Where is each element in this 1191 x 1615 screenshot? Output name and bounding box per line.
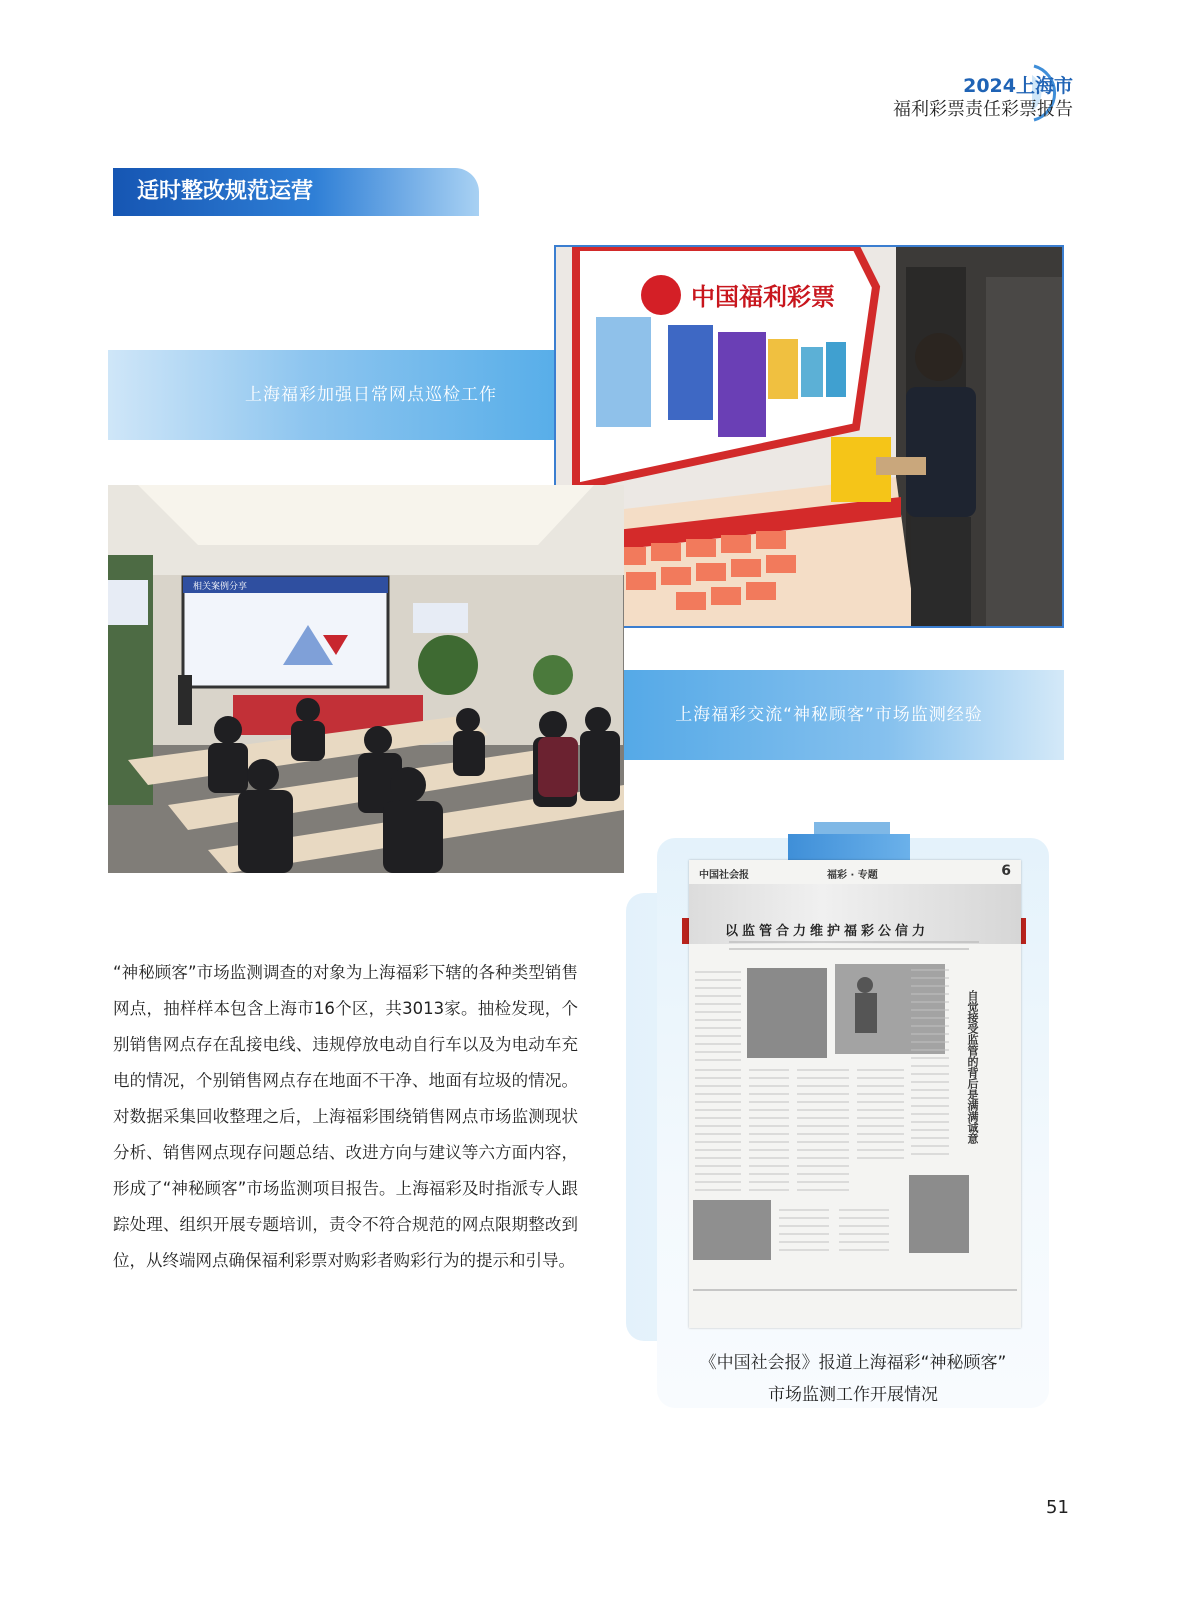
newspaper-caption-line1: 《中国社会报》报道上海福彩“神秘顾客” bbox=[699, 1353, 1007, 1373]
store-sign-text: 中国福利彩票 bbox=[691, 284, 835, 311]
report-year-city: 2024上海市 bbox=[963, 75, 1073, 97]
photo-meeting bbox=[108, 485, 624, 873]
section-title: 适时整改规范运营 bbox=[113, 168, 479, 216]
newspaper-caption-line2: 市场监测工作开展情况 bbox=[768, 1385, 938, 1405]
slide-title: 相关案例分享 bbox=[193, 581, 248, 591]
newspaper-clipping bbox=[689, 860, 1021, 1328]
newspaper-page-number: 6 bbox=[1001, 863, 1011, 879]
newspaper-side-headline: 自觉接受监管的背后是满满诚意 bbox=[966, 990, 979, 1144]
page-number: 51 bbox=[1046, 1497, 1069, 1518]
newspaper-masthead: 中国社会报 bbox=[699, 870, 749, 881]
photo-store-inspection bbox=[554, 245, 1064, 628]
report-header bbox=[893, 74, 1073, 122]
caption-mystery-shopper: 上海福彩交流“神秘顾客”市场监测经验 bbox=[624, 670, 1064, 760]
caption-inspection: 上海福彩加强日常网点巡检工作 bbox=[108, 350, 554, 440]
newspaper-headline: 以监管合力维护福彩公信力 bbox=[725, 924, 930, 939]
report-name: 福利彩票责任彩票报告 bbox=[893, 99, 1073, 120]
body-paragraph: “神秘顾客”市场监测调查的对象为上海福彩下辖的各种类型销售网点，抽样样本包含上海市16个区，共3013家。抽检发现，个别销售网点存在乱接电线、违规停放电动自行车以及为电动车充电的情况，个别销售网点存在地面不干净、地面有垃圾的情况。对数据采集回收整理之后，上海福彩围绕销售网点市场监测现状分析、销售网点现存问题总结、改进方向与建议等六方面内容，形成了“神秘顾客”市场监测项目报告。上海福彩及时指派专人跟踪处理、组织开展专题培训，责令不符合规范的网点限期整改到位，从终端网点确保福利彩票对购彩者购彩行为的提示和引导。 bbox=[113, 963, 578, 1270]
newspaper-section: 福彩 · 专题 bbox=[827, 870, 878, 881]
newspaper-caption bbox=[660, 1347, 1046, 1411]
